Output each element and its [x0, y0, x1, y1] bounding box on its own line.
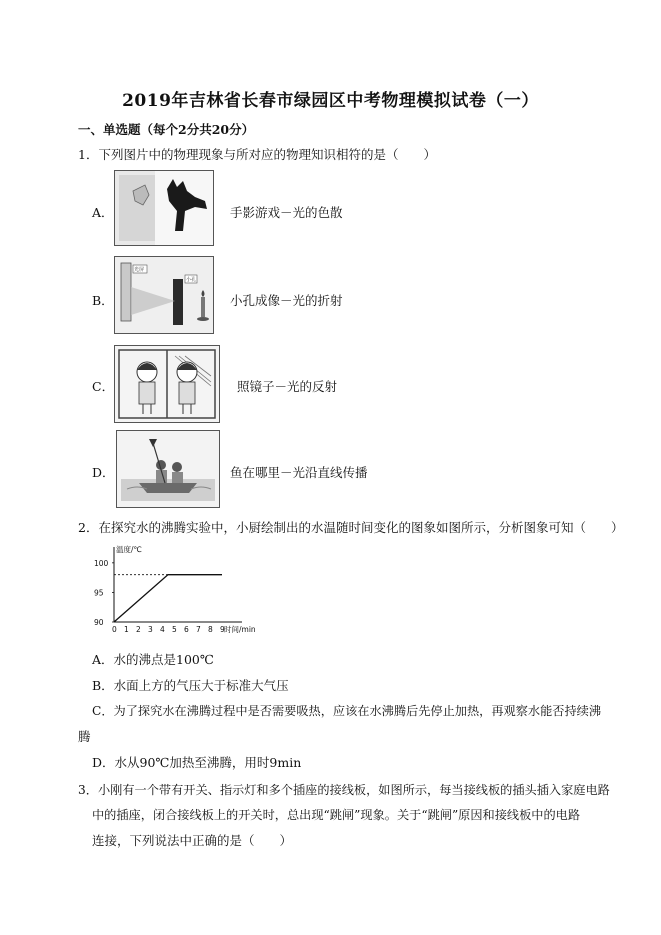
- section-heading: 一、单选题（每个2分共20分）: [78, 122, 255, 137]
- x-tick-label: 4: [160, 625, 165, 634]
- x-tick-label: 3: [148, 625, 153, 634]
- q2-option-b: B．水面上方的气压大于标准大气压: [92, 678, 289, 693]
- x-axis-label: 时间/min: [224, 625, 256, 634]
- y-tick-label: 100: [94, 558, 109, 568]
- q1-option-b-text: 小孔成像－光的折射: [230, 293, 343, 308]
- y-tick-label: 90: [94, 618, 104, 627]
- fishing-boat-image: [116, 430, 220, 508]
- q2-option-c-line1: C．为了探究水在沸腾过程中是否需要吸热，应该在水沸腾后先停止加热，再观察水能否持续沸: [92, 704, 602, 718]
- x-tick-label: 1: [124, 625, 129, 634]
- question-1-stem: 1．下列图片中的物理现象与所对应的物理知识相符的是（ ）: [78, 147, 436, 162]
- q1-option-b-letter: B．: [92, 293, 114, 308]
- x-tick-label: 9: [220, 625, 225, 634]
- fig-b-label-pinhole: 小孔: [186, 277, 197, 283]
- temperature-line: [114, 575, 222, 622]
- question-3-line3: 连接，下列说法中正确的是（ ）: [92, 833, 293, 848]
- q2-option-d: D．水从90℃加热至沸腾，用时9min: [92, 755, 302, 770]
- q1-option-a-letter: A．: [92, 205, 114, 220]
- fig-b-label-screen: 光屏: [134, 267, 145, 273]
- question-2-stem: 2．在探究水的沸腾实验中，小厨绘制出的水温随时间变化的图象如图所示，分析图象可知（ ）: [78, 520, 624, 535]
- page-title: 2019年吉林省长春市绿园区中考物理模拟试卷（一）: [122, 91, 539, 111]
- x-tick-label: 5: [172, 625, 177, 634]
- q1-option-c-text: 照镜子－光的反射: [237, 379, 338, 394]
- boiling-chart-svg: [92, 543, 256, 637]
- boiling-chart: [92, 543, 256, 637]
- y-tick-label: 95: [94, 588, 104, 598]
- q1-option-d-letter: D．: [92, 465, 115, 480]
- mirror-image: [114, 345, 220, 423]
- x-tick-label: 2: [136, 625, 141, 634]
- shadow-play-image: [114, 170, 214, 246]
- q1-option-a-text: 手影游戏－光的色散: [230, 205, 343, 220]
- pinhole-camera-image: [114, 256, 214, 334]
- x-tick-label: 7: [196, 625, 201, 634]
- x-tick-label: 0: [112, 625, 117, 634]
- y-axis-label: 温度/℃: [116, 545, 142, 554]
- question-3-line2: 中的插座，闭合接线板上的开关时，总出现“跳闸”现象。关于“跳闸”原因和接线板中的电路: [92, 808, 581, 822]
- q2-option-a: A．水的沸点是100℃: [92, 652, 214, 667]
- q1-option-d-text: 鱼在哪里－光沿直线传播: [230, 465, 368, 480]
- x-tick-label: 6: [184, 625, 189, 634]
- q2-option-c-line2: 腾: [78, 729, 91, 744]
- question-3-line1: 3．小刚有一个带有开关、指示灯和多个插座的接线板，如图所示，每当接线板的插头插入家庭电路: [78, 783, 610, 797]
- x-tick-label: 8: [208, 625, 213, 634]
- q1-option-c-letter: C．: [92, 379, 115, 394]
